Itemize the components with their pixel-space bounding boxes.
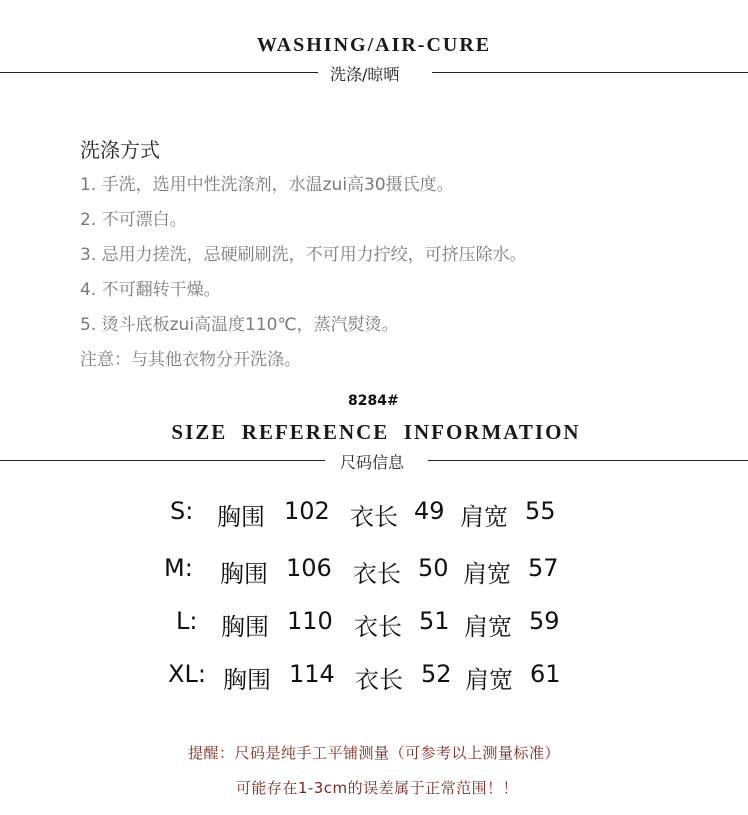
length-value: 51 [419,607,450,635]
size-title-en: SIZE REFERENCE INFORMATION [171,420,581,444]
washing-item: 3. 忌用力搓洗，忌硬刷刷洗，不可用力拧绞，可挤压除水。 [80,245,527,265]
shoulder-label: 肩宽 [460,503,508,531]
washing-heading: 洗涤方式 [80,138,160,162]
shoulder-value: 59 [529,607,560,635]
washing-title-cn: 洗涤/晾晒 [330,65,400,84]
tolerance-note: 可能存在1-3cm的误差属于正常范围！！ [235,779,519,797]
measure-note: 提醒：尺码是纯手工平铺测量（可参考以上测量标准） [187,744,560,762]
chest-label: 胸围 [220,560,268,588]
length-label: 衣长 [355,666,403,694]
size-rule-right [428,460,748,461]
shoulder-label: 肩宽 [464,613,512,641]
washing-rule-right [432,72,748,73]
length-value: 52 [421,660,452,688]
chest-label: 胸围 [217,503,265,531]
washing-note: 注意：与其他衣物分开洗涤。 [80,350,301,370]
size-row-l [0,607,748,639]
size-row-xl [0,660,748,692]
shoulder-value: 57 [528,554,559,582]
chest-value: 114 [289,660,335,688]
size-label: S: [170,497,194,525]
chest-label: 胸围 [223,666,271,694]
shoulder-label: 肩宽 [463,560,511,588]
size-label: L: [176,607,198,635]
shoulder-value: 55 [525,497,556,525]
length-label: 衣长 [354,613,402,641]
chest-value: 106 [286,554,332,582]
size-row-m [0,554,748,586]
length-label: 衣长 [350,503,398,531]
size-title-cn: 尺码信息 [340,453,405,472]
product-code: 8284# [348,393,399,409]
washing-rule-left [0,72,318,73]
chest-label: 胸围 [221,613,269,641]
washing-item: 5. 烫斗底板zui高温度110℃，蒸汽熨烫。 [80,315,399,335]
length-label: 衣长 [353,560,401,588]
washing-item: 2. 不可漂白。 [80,210,187,230]
length-value: 49 [414,497,445,525]
chest-value: 102 [284,497,330,525]
size-row-s [0,497,748,529]
washing-title-en: WASHING/AIR-CURE [256,34,492,56]
shoulder-label: 肩宽 [465,666,513,694]
washing-list [80,170,527,380]
shoulder-value: 61 [530,660,561,688]
washing-item: 1. 手洗，选用中性洗涤剂，水温zui高30摄氏度。 [80,175,454,195]
length-value: 50 [418,554,449,582]
chest-value: 110 [287,607,333,635]
size-label: M: [164,554,193,582]
size-rule-left [0,460,325,461]
washing-item: 4. 不可翻转干燥。 [80,280,221,300]
size-label: XL: [168,660,206,688]
